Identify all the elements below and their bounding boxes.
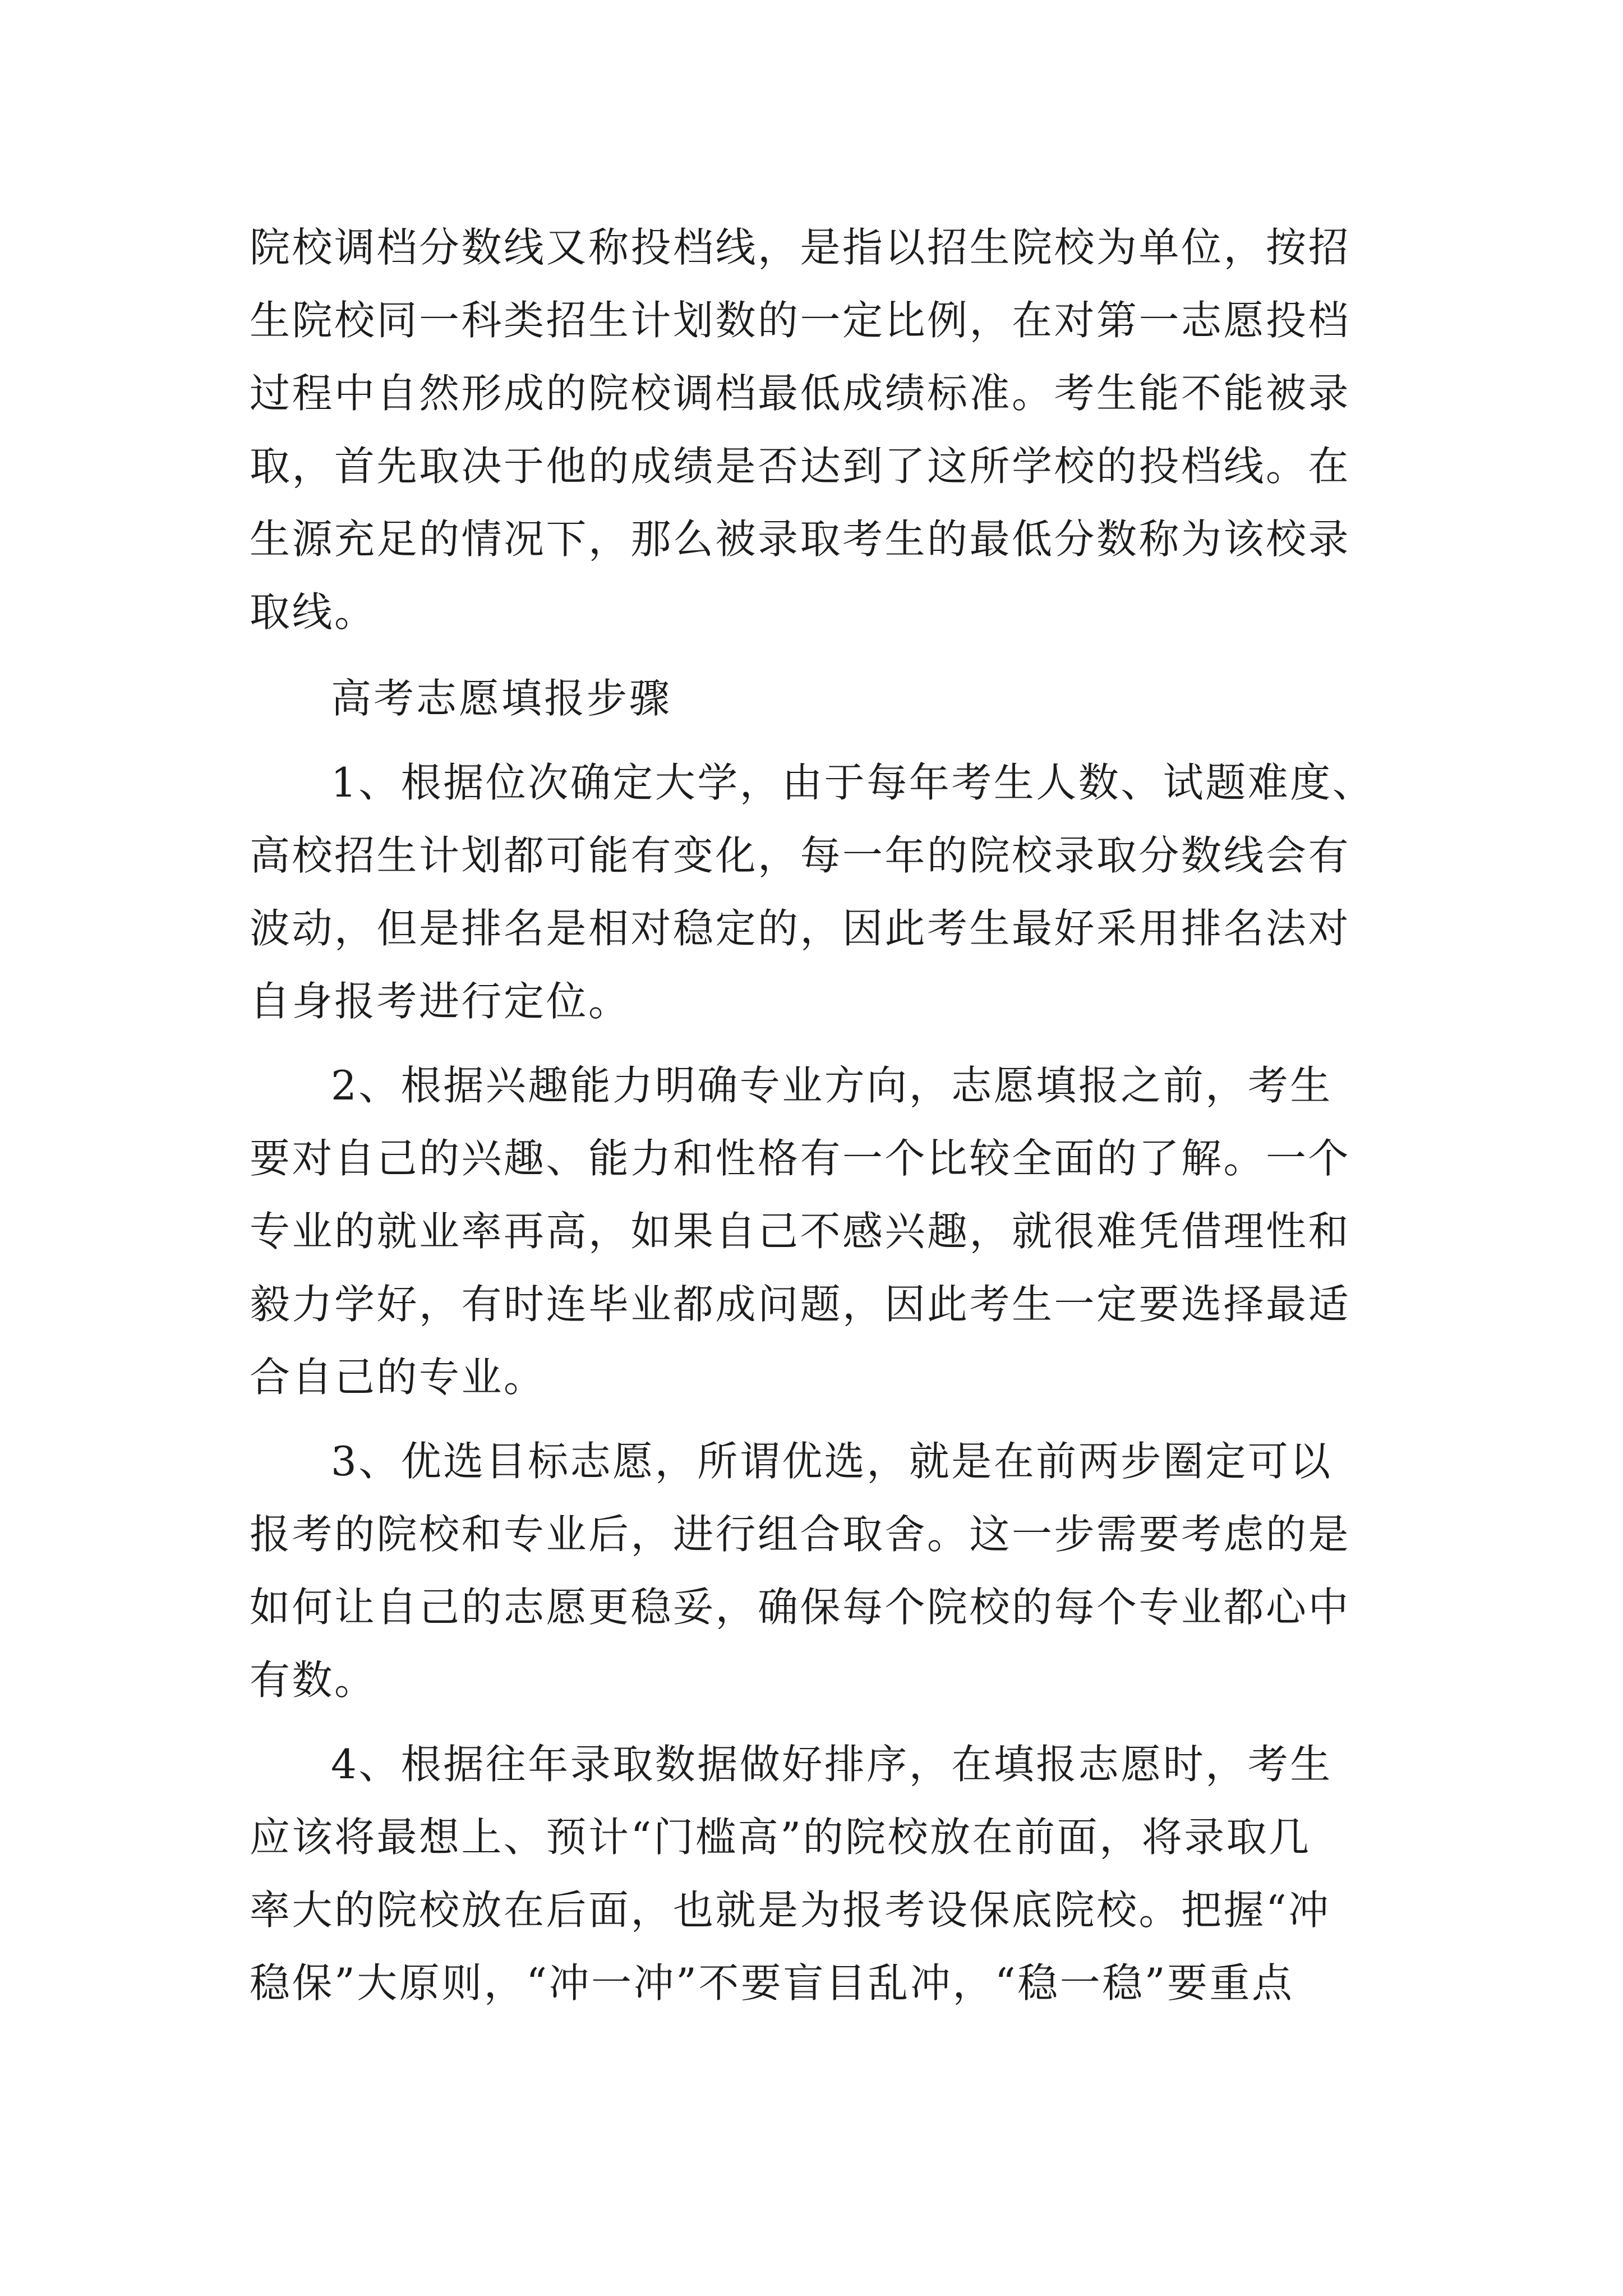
- text-line: 1、根据位次确定大学，由于每年考生人数、试题难度、: [331, 759, 1375, 806]
- text-line: 报考的院校和专业后，进行组合取舍。这一步需要考虑的是: [250, 1511, 1351, 1558]
- text-line: 院校调档分数线又称投档线，是指以招生院校为单位，按招: [250, 224, 1351, 271]
- text-line: 波动，但是排名是相对稳定的，因此考生最好采用排名法对: [250, 905, 1351, 952]
- text-line: 毅力学好，有时连毕业都成问题，因此考生一定要选择最适: [250, 1281, 1351, 1328]
- text-line: 3、优选目标志愿，所谓优选，就是在前两步圈定可以: [331, 1438, 1332, 1485]
- text-line: 过程中自然形成的院校调档最低成绩标准。考生能不能被录: [250, 370, 1351, 417]
- text-line: 合自己的专业。: [250, 1354, 546, 1401]
- text-line: 如何让自己的志愿更稳妥，确保每个院校的每个专业都心中: [250, 1584, 1351, 1631]
- text-line: 生源充足的情况下，那么被录取考生的最低分数称为该校录: [250, 516, 1351, 563]
- text-line: 要对自己的兴趣、能力和性格有一个比较全面的了解。一个: [250, 1135, 1351, 1182]
- text-line: 自身报考进行定位。: [250, 978, 631, 1025]
- text-line: 生院校同一科类招生计划数的一定比例，在对第一志愿投档: [250, 297, 1351, 344]
- text-line: 专业的就业率再高，如果自己不感兴趣，就很难凭借理性和: [250, 1208, 1351, 1255]
- text-line: 4、根据往年录取数据做好排序，在填报志愿时，考生: [331, 1741, 1332, 1788]
- section-heading: 高考志愿填报步骤: [331, 675, 672, 722]
- text-line: 取线。: [250, 588, 377, 636]
- text-line: 高校招生计划都可能有变化，每一年的院校录取分数线会有: [250, 832, 1351, 879]
- text-line: 有数。: [250, 1657, 377, 1704]
- text-line: 取，首先取决于他的成绩是否达到了这所学校的投档线。在: [250, 443, 1351, 490]
- text-line: 2、根据兴趣能力明确专业方向，志愿填报之前，考生: [331, 1062, 1332, 1109]
- text-line: 应该将最想上、预计“门槛高”的院校放在前面，将录取几: [250, 1814, 1311, 1861]
- text-line: 稳保”大原则，“冲一冲”不要盲目乱冲，“稳一稳”要重点: [250, 1959, 1294, 2007]
- text-line: 率大的院校放在后面，也就是为报考设保底院校。把握“冲: [250, 1887, 1331, 1934]
